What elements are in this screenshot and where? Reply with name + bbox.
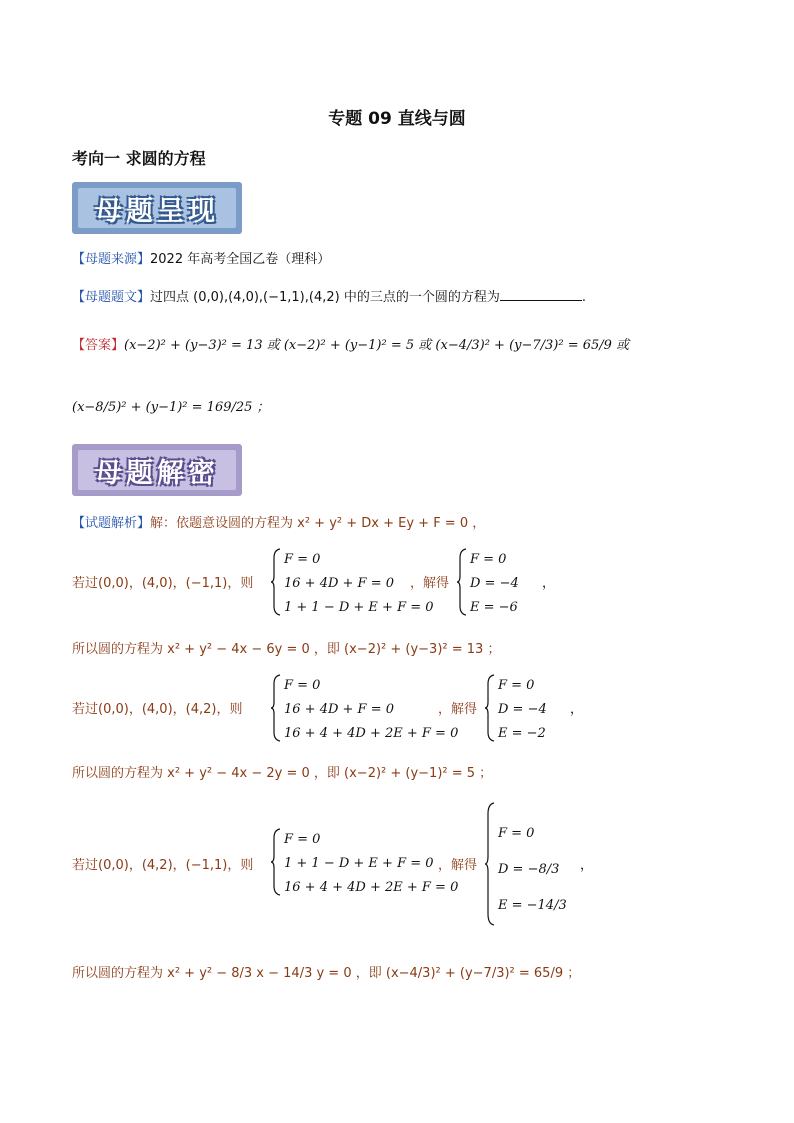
source-tag: 【母题来源】 — [72, 252, 151, 267]
solution: D = −8/3 — [498, 862, 560, 877]
left-brace — [484, 802, 496, 926]
solve-word: ，解得 — [438, 858, 478, 873]
banner-mother-question — [72, 182, 242, 234]
analysis-tag: 【试题解析】 — [72, 516, 151, 531]
solution: D = −4 — [470, 576, 519, 591]
left-brace — [270, 548, 282, 616]
comma: ， — [580, 858, 594, 873]
left-brace — [484, 674, 496, 742]
equation: 1 + 1 − D + E + F = 0 — [284, 600, 434, 615]
equation: F = 0 — [284, 552, 321, 567]
source-line — [72, 248, 330, 267]
case-2 — [72, 672, 732, 744]
solution: F = 0 — [498, 678, 535, 693]
equation: 16 + 4D + F = 0 — [284, 702, 394, 717]
equation: F = 0 — [284, 832, 321, 847]
answer-equations-1: (x−2)² + (y−3)² = 13 或 (x−2)² + (y−1)² = 5 或 (x−4/3)² + (y−7/3)² = 65/9 或 — [124, 338, 630, 353]
left-brace — [456, 548, 468, 616]
solution: F = 0 — [498, 826, 535, 841]
case-1-result: 所以圆的方程为 x² + y² − 4x − 6y = 0 ，即 (x−2)² + (y−3)² = 13 ； — [72, 642, 501, 657]
solution: E = −2 — [498, 726, 546, 741]
solution: D = −4 — [498, 702, 547, 717]
banner-mother-analysis — [72, 444, 242, 496]
system-of-equations — [284, 674, 458, 746]
source-text: 2022 年高考全国乙卷（理科） — [150, 252, 331, 267]
answer-tag: 【答案】 — [72, 338, 125, 353]
banner-label: 母题呈现 — [78, 188, 236, 228]
banner-label: 母题解密 — [78, 450, 236, 490]
case-1 — [72, 546, 732, 618]
page-title: 专题 09 直线与圆 — [328, 109, 466, 129]
answer-line-1 — [72, 334, 629, 353]
case-prefix: 若过(0,0)，(4,0)，(4,2)，则 — [72, 702, 243, 717]
solution-values — [498, 816, 567, 924]
answer-equations-2: (x−8/5)² + (y−1)² = 169/25 ； — [72, 400, 270, 415]
equation: 16 + 4 + 4D + 2E + F = 0 — [284, 880, 459, 895]
case-3-result: 所以圆的方程为 x² + y² − 8/3 x − 14/3 y = 0 ，即 (x−4/3)² + (y−7/3)² = 65/9 ； — [72, 966, 581, 981]
question-text: 过四点 (0,0),(4,0),(−1,1),(4,2) 中的三点的一个圆的方程为 — [150, 290, 500, 305]
question-line — [72, 286, 586, 305]
solve-word: ，解得 — [410, 576, 450, 591]
equation: 16 + 4 + 4D + 2E + F = 0 — [284, 726, 459, 741]
case-prefix: 若过(0,0)，(4,2)，(−1,1)，则 — [72, 858, 254, 873]
answer-line-2 — [72, 396, 270, 415]
solution-values — [498, 674, 547, 746]
comma: ， — [570, 702, 584, 717]
solution: E = −6 — [470, 600, 518, 615]
solution: E = −14/3 — [498, 898, 567, 913]
equation: 1 + 1 − D + E + F = 0 — [284, 856, 434, 871]
analysis-intro-line — [72, 512, 485, 531]
solution: F = 0 — [470, 552, 507, 567]
equation: 16 + 4D + F = 0 — [284, 576, 394, 591]
answer-blank — [500, 290, 582, 301]
solve-word: ，解得 — [438, 702, 478, 717]
equation: F = 0 — [284, 678, 321, 693]
question-end: . — [581, 290, 586, 305]
case-2-result: 所以圆的方程为 x² + y² − 4x − 2y = 0 ，即 (x−2)² + (y−1)² = 5 ； — [72, 766, 493, 781]
section-heading: 考向一 求圆的方程 — [72, 149, 206, 168]
comma: ， — [542, 576, 556, 591]
system-of-equations — [284, 828, 458, 900]
analysis-intro: 解：依题意设圆的方程为 x² + y² + Dx + Ey + F = 0 ， — [150, 516, 486, 531]
left-brace — [270, 674, 282, 742]
left-brace — [270, 828, 282, 896]
case-prefix: 若过(0,0)，(4,0)，(−1,1)，则 — [72, 576, 254, 591]
solution-values — [470, 548, 519, 620]
question-tag: 【母题题文】 — [72, 290, 151, 305]
case-3 — [72, 798, 732, 928]
